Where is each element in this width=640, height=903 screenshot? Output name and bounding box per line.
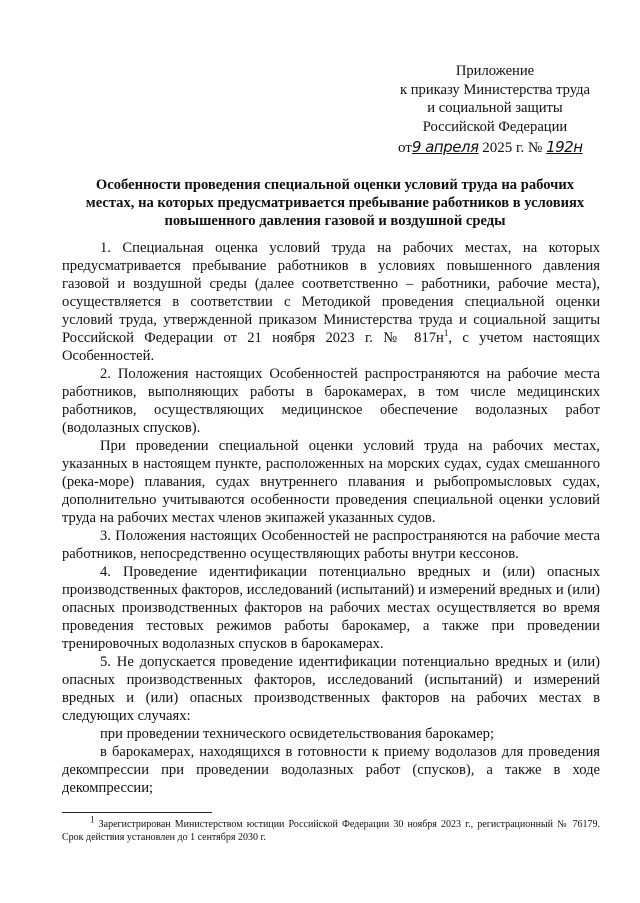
paragraph-5: 4. Проведение идентификации потенциально вредных и (или) опасных производственных факторов, исследований (испытаний) и измерений вредных и (или) опасных производственных факторов на рабочих местах осуществляется во время проведения тестовых режимов работы барокамер, а также при проведении тренировочных водолазных спусков в барокамерах. bbox=[62, 564, 600, 652]
order-prefix: от bbox=[398, 140, 412, 156]
order-date-number bbox=[398, 138, 583, 157]
paragraph-4: 3. Положения настоящих Особенностей не распространяются на рабочие места работников, непосредственно осуществляющих работы внутри кессонов. bbox=[62, 528, 600, 562]
footnote-mark: 1 bbox=[90, 814, 95, 825]
footnote bbox=[62, 814, 600, 844]
order-reference-line1: к приказу Министерства труда bbox=[399, 81, 591, 98]
handwritten-number: 192н bbox=[546, 138, 583, 156]
footnote-divider bbox=[62, 812, 212, 813]
title-line1: Особенности проведения специальной оценки условий труда на рабочих bbox=[95, 177, 575, 193]
appendix-header bbox=[380, 62, 610, 136]
paragraph-2: 2. Положения настоящих Особенностей распространяются на рабочие места работников, выполняющих работы в барокамерах, в том числе медицинских работников, осуществляющих медицинское обеспечение водолазных работ (водолазных спусков). bbox=[62, 366, 600, 436]
paragraph-1 bbox=[62, 239, 600, 365]
title-line2: местах, на которых предусматривается пребывание работников в условиях bbox=[85, 195, 585, 211]
document-body bbox=[62, 239, 600, 797]
order-reference-line3: Российской Федерации bbox=[422, 118, 568, 135]
paragraph-6: 5. Не допускается проведение идентификации потенциально вредных и (или) опасных производственных факторов, исследований (испытаний) и измерений вредных и (или) опасных производственных факторов на рабочих местах в следующих случаях: bbox=[62, 654, 600, 724]
appendix-label: Приложение bbox=[455, 63, 535, 79]
paragraph-1-text: 1. Специальная оценка условий труда на рабочих местах, на которых предусматривается пребывание работников в условиях повышенного давления газовой и воздушной среды (далее соответственно – работники, рабочие места), осуществляется в соответствии с Методикой проведения специальной оценки условий труда, утвержденной приказом Министерства труда и социальной защиты Российской Федерации от 21 ноября 2023 г. № 817н bbox=[62, 240, 600, 346]
paragraph-7: при проведении технического освидетельствования барокамер; bbox=[100, 726, 495, 742]
title-line3: повышенного давления газовой и воздушной среды bbox=[164, 213, 506, 229]
footnote-text: Зарегистрирован Министерством юстиции Российской Федерации 30 ноября 2023 г., регистрационный № 76179. Срок действия установлен до 1 сентября 2030 г. bbox=[62, 819, 600, 843]
document-title bbox=[70, 176, 600, 230]
order-reference-line2: и социальной защиты bbox=[427, 100, 563, 116]
paragraph-1-end: , с учетом настоящих Особенностей. bbox=[62, 330, 600, 364]
paragraph-8: в барокамерах, находящихся в готовности к приему водолазов для проведения декомпрессии при проведении водолазных работ (спусков), а также в ходе декомпрессии; bbox=[62, 744, 600, 796]
paragraph-3: При проведении специальной оценки условий труда на рабочих местах, указанных в настоящем пункте, расположенных на морских судах, судах смешанного (река-море) плавания, судах внутреннего плавания и рыбопромысловых судах, дополнительно учитываются особенности проведения специальной оценки условий труда на рабочих местах членов экипажей указанных судов. bbox=[62, 438, 600, 526]
order-year: 2025 г. № bbox=[482, 140, 543, 156]
handwritten-date: 9 апреля bbox=[411, 138, 479, 156]
footnote-ref: 1 bbox=[443, 328, 449, 339]
